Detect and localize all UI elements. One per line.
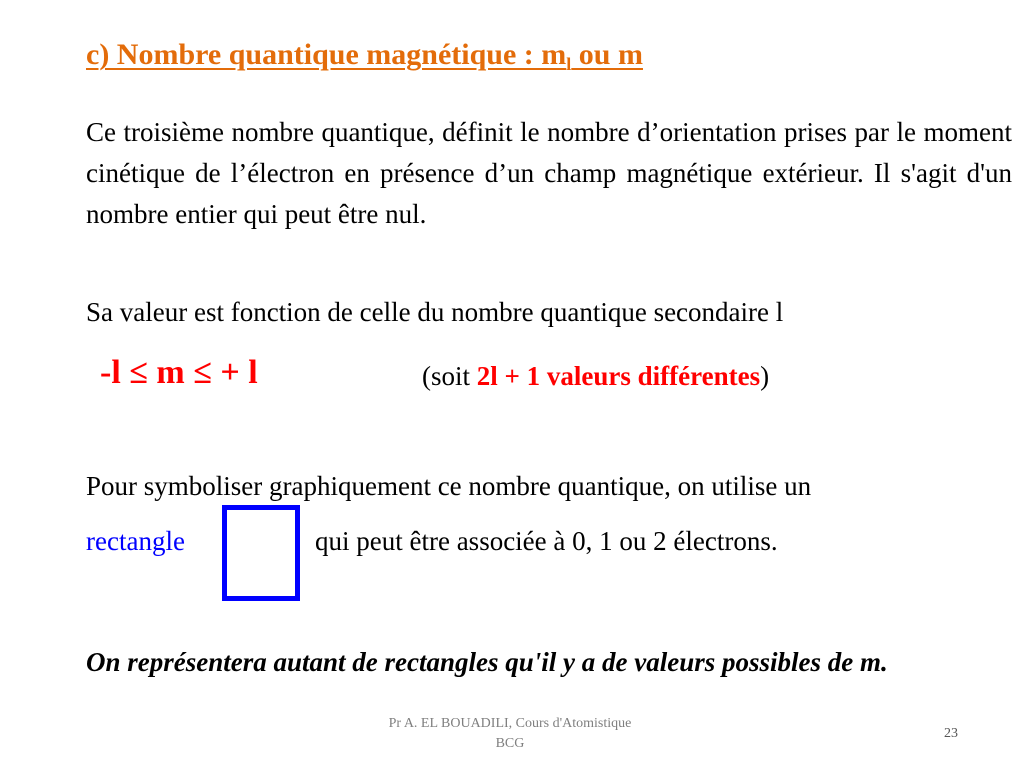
- footer-course: BCG: [495, 736, 525, 751]
- rectangle-word: rectangle: [86, 526, 185, 556]
- page-number: 23: [944, 726, 958, 741]
- value-count-highlight: 2l + 1 valeurs différentes: [476, 361, 761, 391]
- symbol-paragraph: Pour symboliser graphiquement ce nombre quantique, on utilise un: [86, 471, 812, 501]
- title-main: c) Nombre quantique magnétique : m: [86, 38, 567, 71]
- range-formula: -l ≤ m ≤ + l: [100, 354, 258, 391]
- value-count-note: [422, 361, 769, 392]
- slide-footer: [330, 714, 690, 754]
- title-suffix: ou m: [571, 38, 643, 71]
- footer-author: Pr A. EL BOUADILI, Cours d'Atomistique: [388, 716, 632, 731]
- value-dependence-paragraph: Sa valeur est fonction de celle du nombre quantique secondaire l: [86, 297, 784, 327]
- orbital-rectangle-symbol: [222, 505, 300, 601]
- conclusion-paragraph: On représentera autant de rectangles qu'il y a de valeurs possibles de m.: [86, 647, 888, 677]
- rectangle-description: qui peut être associée à 0, 1 ou 2 électrons.: [315, 526, 778, 556]
- slide-title: [86, 38, 643, 75]
- title-subscript: l: [566, 54, 572, 74]
- definition-paragraph: Ce troisième nombre quantique, définit le nombre d’orientation prises par le moment cinétique de l’électron en présence d’un champ magnétique extérieur. Il s'agit d'un nombre entier qui peut être nul.: [86, 117, 1012, 229]
- value-count-close: ): [760, 361, 770, 391]
- value-count-open: (soit: [422, 361, 477, 391]
